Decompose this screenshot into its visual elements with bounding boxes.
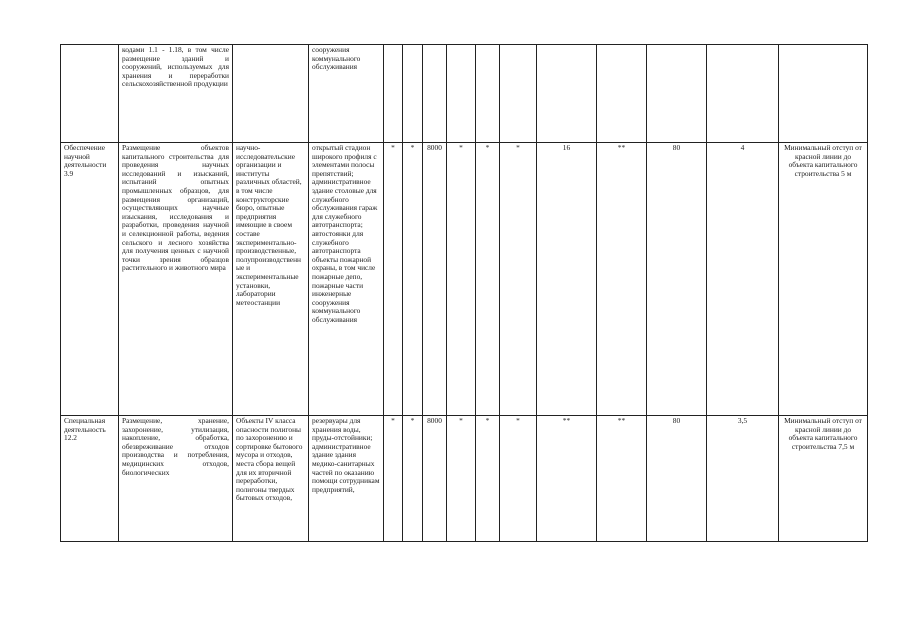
- param-cell: [537, 45, 597, 143]
- land-use-type-cell: Обеспечение научной деятельности 3.9: [61, 143, 119, 416]
- param-cell: **: [597, 143, 647, 416]
- param-cell: 3,5: [707, 416, 779, 542]
- param-cell: *: [476, 416, 500, 542]
- land-use-type-cell: Специальная деятельность 12.2: [61, 416, 119, 542]
- param-cell: [476, 45, 500, 143]
- param-cell: [707, 45, 779, 143]
- land-use-description-cell: Размещение, хранение, захоронение, утилизация, накопление, обработка, обезвреживание отходов производства и потребления, медицинских отходов, биологических: [119, 416, 233, 542]
- param-cell: **: [537, 416, 597, 542]
- param-cell: *: [403, 416, 423, 542]
- param-cell: [500, 45, 537, 143]
- param-cell: *: [500, 143, 537, 416]
- param-cell: *: [403, 143, 423, 416]
- land-use-type-cell: [61, 45, 119, 143]
- param-cell: 80: [647, 416, 707, 542]
- param-cell: [447, 45, 476, 143]
- auxiliary-use-cell: открытый стадион широкого профиля с элементами полосы препятствий; административное здание столовые для служебного обслуживания гараж для служебного автотранспорта; автостоянки для служебного автотранспорта объекты пожарной охраны, в том числе пожарные депо, пожарные части инженерные сооружения коммунального обслуживания: [309, 143, 384, 416]
- param-cell: 16: [537, 143, 597, 416]
- param-cell: *: [447, 416, 476, 542]
- table-row: [61, 45, 868, 143]
- table-row: [61, 416, 868, 542]
- main-permitted-use-cell: [233, 45, 309, 143]
- param-cell: 8000: [423, 143, 447, 416]
- param-cell: [384, 45, 403, 143]
- auxiliary-use-cell: резервуары для хранения воды, пруды-отстойники; административное здание здания медико-санитарных частей по оказанию помощи сотрудникам предприятий,: [309, 416, 384, 542]
- param-cell: [403, 45, 423, 143]
- setback-note-cell: Минимальный отступ от красной линии до объекта капитального строительства 5 м: [779, 143, 868, 416]
- param-cell: 4: [707, 143, 779, 416]
- land-use-description-cell: кодами 1.1 - 1.18, в том числе размещение зданий и сооружений, используемых для хранения и переработки сельскохозяйственной продукции: [119, 45, 233, 143]
- param-cell: [597, 45, 647, 143]
- main-permitted-use-cell: научно-исследовательские организации и институты различных областей, в том числе конструкторские бюро, опытные предприятия имеющие в своем составе экспериментально-производственные, полупроизводственные и экспериментальные установки, лаборатории метеостанции: [233, 143, 309, 416]
- param-cell: *: [384, 143, 403, 416]
- param-cell: *: [476, 143, 500, 416]
- param-cell: 8000: [423, 416, 447, 542]
- land-use-description-cell: Размещение объектов капитального строительства для проведения научных исследований и изысканий, испытаний опытных промышленных образцов, для размещения организаций, осуществляющих научные изыскания, исследования и разработки, проведения научной и селекционной работы, ведения сельского и лесного хозяйства для получения ценных с научной точки зрения образцов растительного и животного мира: [119, 143, 233, 416]
- setback-note-cell: Минимальный отступ от красной линии до объекта капитального строительства 7,5 м: [779, 416, 868, 542]
- param-cell: *: [384, 416, 403, 542]
- table-row: [61, 143, 868, 416]
- param-cell: [647, 45, 707, 143]
- param-cell: **: [597, 416, 647, 542]
- param-cell: [423, 45, 447, 143]
- param-cell: *: [500, 416, 537, 542]
- param-cell: 80: [647, 143, 707, 416]
- param-cell: *: [447, 143, 476, 416]
- regulations-table: [60, 44, 868, 542]
- main-permitted-use-cell: Объекты IV класса опасности полигоны по захоронению и сортировке бытового мусора и отходов, места сбора вещей для их вторичной переработки, полигоны твердых бытовых отходов,: [233, 416, 309, 542]
- auxiliary-use-cell: сооружения коммунального обслуживания: [309, 45, 384, 143]
- setback-note-cell: [779, 45, 868, 143]
